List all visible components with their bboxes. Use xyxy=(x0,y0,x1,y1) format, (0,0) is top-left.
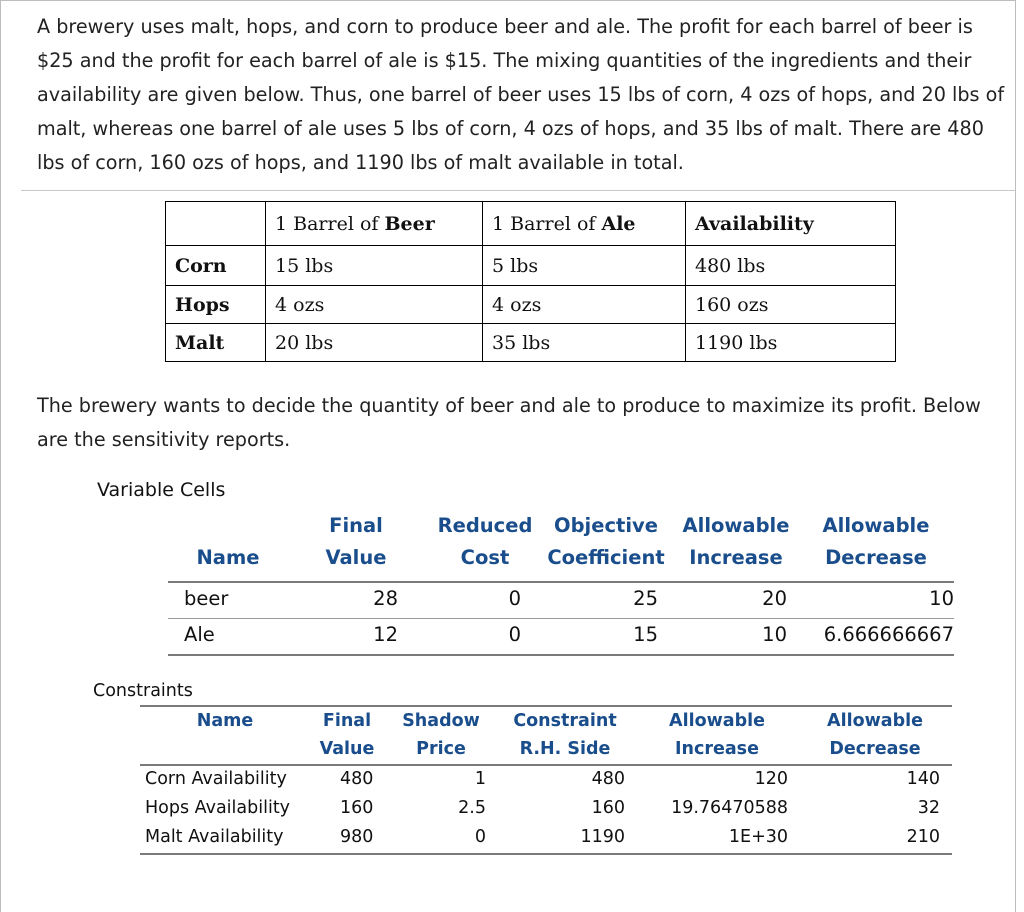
col-objective-1: Objective xyxy=(554,514,658,537)
ingredients-table xyxy=(165,201,896,362)
constraint-shadow: 0 xyxy=(474,827,486,847)
constraint-increase: 19.76470588 xyxy=(671,798,788,818)
ingredient-row-malt xyxy=(166,324,896,362)
constraint-final: 160 xyxy=(340,798,374,818)
beer-qty: 20 lbs xyxy=(266,324,483,362)
col-reduced-1: Reduced xyxy=(437,514,533,537)
variable-cells-report xyxy=(168,508,954,656)
table-row xyxy=(140,824,952,855)
constraint-decrease: 210 xyxy=(906,827,940,847)
header-ale: 1 Barrel of Ale xyxy=(483,202,686,246)
col-increase-1: Allowable xyxy=(682,514,790,537)
constraint-decrease: 140 xyxy=(906,769,940,789)
constraint-increase: 120 xyxy=(754,769,788,789)
col-final-1: Final xyxy=(329,514,383,537)
var-name: Ale xyxy=(184,623,215,646)
constraints-report xyxy=(140,705,952,855)
availability-qty: 1190 lbs xyxy=(686,324,896,362)
constraint-rhs: 1190 xyxy=(580,827,625,847)
corner-cell xyxy=(166,202,266,246)
col-final-2: Value xyxy=(319,739,375,759)
constraints-header xyxy=(140,705,952,766)
var-reduced: 0 xyxy=(508,587,521,610)
constraint-rhs: 160 xyxy=(591,798,625,818)
ale-qty: 5 lbs xyxy=(483,246,686,286)
constraint-shadow: 2.5 xyxy=(458,798,486,818)
ingredient-name: Corn xyxy=(166,246,266,286)
col-final-2: Value xyxy=(325,546,387,569)
intro-paragraph: A brewery uses malt, hops, and corn to produce beer and ale. The profit for each barrel of beer is $25 and the profit for each barrel of ale is $15. The mixing quantities of the ingredients and their availability are given below. Thus, one barrel of beer uses 15 lbs of corn, 4 ozs of hops, and 20 lbs of malt, whereas one barrel of ale uses 5 lbs of corn, 4 ozs of hops, and 35 lbs of malt. There are 480 lbs of corn, 160 ozs of hops, and 1190 lbs of malt available in total. xyxy=(37,15,1005,174)
var-increase: 10 xyxy=(762,623,787,646)
beer-qty: 4 ozs xyxy=(266,286,483,324)
col-name: Name xyxy=(196,546,260,569)
col-decrease-2: Decrease xyxy=(825,546,927,569)
constraint-increase: 1E+30 xyxy=(728,827,788,847)
col-decrease-1: Allowable xyxy=(827,711,923,731)
constraints-title: Constraints xyxy=(93,681,193,701)
table-row xyxy=(140,795,952,824)
ingredient-row-hops xyxy=(166,286,896,324)
constraint-decrease: 32 xyxy=(917,798,940,818)
variable-cells-title: Variable Cells xyxy=(97,479,226,501)
header-availability: Availability xyxy=(686,202,896,246)
header-beer: 1 Barrel of Beer xyxy=(266,202,483,246)
constraint-final: 480 xyxy=(340,769,374,789)
col-name: Name xyxy=(196,711,254,731)
constraint-name: Corn Availability xyxy=(145,769,287,789)
col-rhs-2: R.H. Side xyxy=(519,739,611,759)
col-shadow-1: Shadow xyxy=(402,711,480,731)
table-row xyxy=(140,766,952,795)
col-decrease-2: Decrease xyxy=(829,739,921,759)
var-name: beer xyxy=(184,587,229,610)
var-decrease: 10 xyxy=(929,587,954,610)
col-objective-2: Coefficient xyxy=(547,546,665,569)
col-final-1: Final xyxy=(322,711,372,731)
var-increase: 20 xyxy=(762,587,787,610)
table-row xyxy=(168,619,954,656)
col-rhs-1: Constraint xyxy=(513,711,617,731)
divider xyxy=(21,190,1015,191)
constraint-shadow: 1 xyxy=(474,769,486,789)
constraint-rhs: 480 xyxy=(591,769,625,789)
constraint-final: 980 xyxy=(340,827,374,847)
ingredients-header-row xyxy=(166,202,896,246)
ale-qty: 4 ozs xyxy=(483,286,686,324)
var-reduced: 0 xyxy=(508,623,521,646)
col-reduced-2: Cost xyxy=(460,546,510,569)
question-paragraph: The brewery wants to decide the quantity of beer and ale to produce to maximize its profit. Below are the sensitivity reports. xyxy=(37,394,981,451)
col-increase-2: Increase xyxy=(675,739,759,759)
ingredient-name: Hops xyxy=(166,286,266,324)
col-increase-2: Increase xyxy=(689,546,783,569)
availability-qty: 160 ozs xyxy=(686,286,896,324)
variable-cells-header xyxy=(168,508,954,583)
col-increase-1: Allowable xyxy=(669,711,765,731)
col-shadow-2: Price xyxy=(416,739,466,759)
table-row xyxy=(168,583,954,619)
var-final: 12 xyxy=(373,623,398,646)
ale-qty: 35 lbs xyxy=(483,324,686,362)
availability-qty: 480 lbs xyxy=(686,246,896,286)
ingredient-row-corn xyxy=(166,246,896,286)
constraint-name: Hops Availability xyxy=(145,798,291,818)
var-decrease: 6.666666667 xyxy=(823,623,954,646)
col-decrease-1: Allowable xyxy=(822,514,930,537)
beer-qty: 15 lbs xyxy=(266,246,483,286)
ingredient-name: Malt xyxy=(166,324,266,362)
constraint-name: Malt Availability xyxy=(145,827,284,847)
var-final: 28 xyxy=(373,587,398,610)
var-objective: 25 xyxy=(633,587,658,610)
var-objective: 15 xyxy=(633,623,658,646)
